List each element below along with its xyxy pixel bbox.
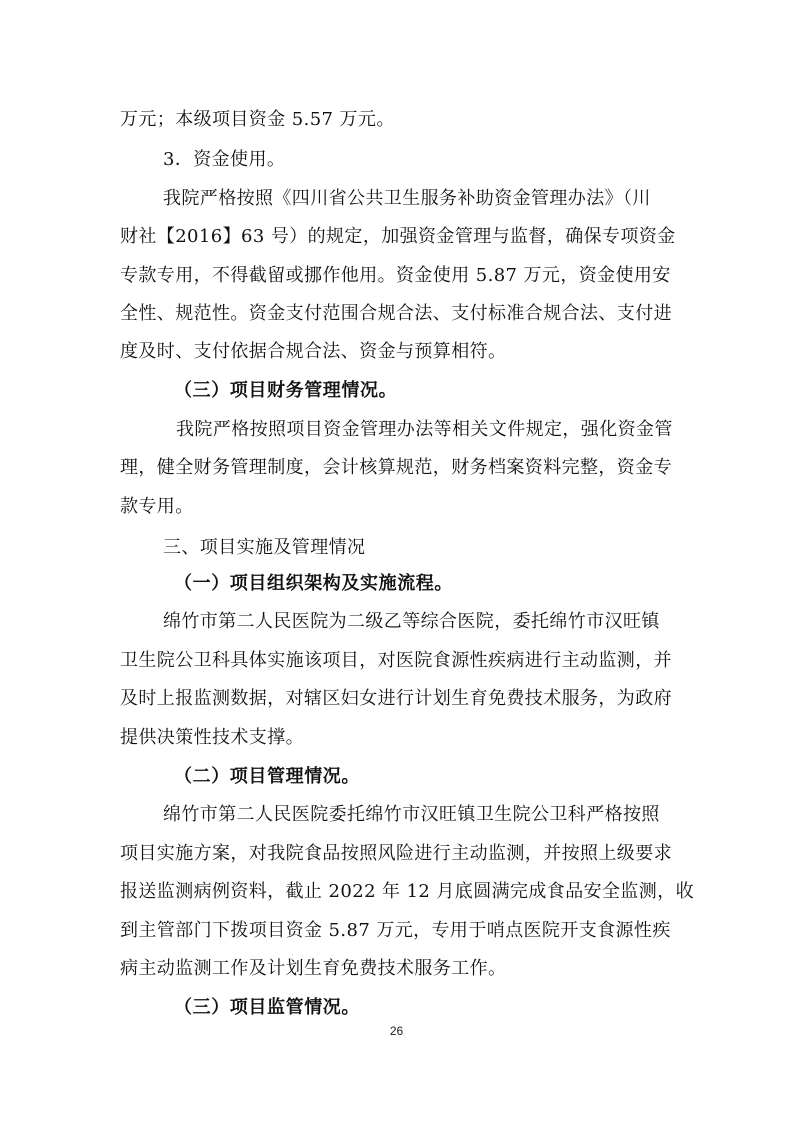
body-text-line: 我院严格按照项目资金管理办法等相关文件规定，强化资金管 bbox=[176, 419, 673, 440]
body-text-line: 款专用。 bbox=[120, 496, 194, 517]
body-text-line: 项目实施方案，对我院食品按照风险进行主动监测，并按照上级要求 bbox=[120, 843, 672, 864]
body-text-line: 卫生院公卫科具体实施该项目，对医院食源性疾病进行主动监测，并 bbox=[120, 650, 672, 671]
section-heading: （一）项目组织架构及实施流程。 bbox=[174, 573, 453, 594]
body-text-line: 报送监测病例资料，截止 2022 年 12 月底圆满完成食品安全监测，收 bbox=[120, 881, 694, 902]
body-text-line: 到主管部门下拨项目资金 5.87 万元，专用于哨点医院开支食源性疾 bbox=[120, 920, 671, 941]
chapter-heading: 三、项目实施及管理情况 bbox=[163, 537, 366, 558]
body-text-line: 绵竹市第二人民医院为二级乙等综合医院，委托绵竹市汉旺镇 bbox=[163, 611, 660, 632]
body-text-line: 及时上报监测数据，对辖区妇女进行计划生育免费技术服务，为政府 bbox=[120, 688, 672, 709]
body-text-line: 提供决策性技术支撑。 bbox=[120, 727, 304, 748]
subsection-heading: 3．资金使用。 bbox=[163, 149, 286, 170]
section-heading: （三）项目财务管理情况。 bbox=[174, 380, 398, 401]
body-text-line: 理，健全财务管理制度，会计核算规范，财务档案资料完整，资金专 bbox=[120, 457, 672, 478]
section-heading: （三）项目监管情况。 bbox=[174, 997, 360, 1018]
body-text-line: 财社【2016】63 号）的规定，加强资金管理与监督，确保专项资金 bbox=[120, 226, 676, 247]
body-text-line: 病主动监测工作及计划生育免费技术服务工作。 bbox=[120, 958, 507, 979]
body-text-line: 我院严格按照《四川省公共卫生服务补助资金管理办法》（川 bbox=[163, 188, 651, 209]
section-heading: （二）项目管理情况。 bbox=[174, 766, 360, 787]
body-text-line: 专款专用，不得截留或挪作他用。资金使用 5.87 万元，资金使用安 bbox=[120, 265, 671, 286]
body-text-line: 全性、规范性。资金支付范围合规合法、支付标准合规合法、支付进 bbox=[120, 303, 672, 324]
page-number: 26 bbox=[389, 1024, 404, 1038]
body-text-line: 绵竹市第二人民医院委托绵竹市汉旺镇卫生院公卫科严格按照 bbox=[163, 804, 660, 825]
body-text-line: 度及时、支付依据合规合法、资金与预算相符。 bbox=[120, 341, 507, 362]
body-text-line: 万元；本级项目资金 5.57 万元。 bbox=[120, 109, 395, 130]
